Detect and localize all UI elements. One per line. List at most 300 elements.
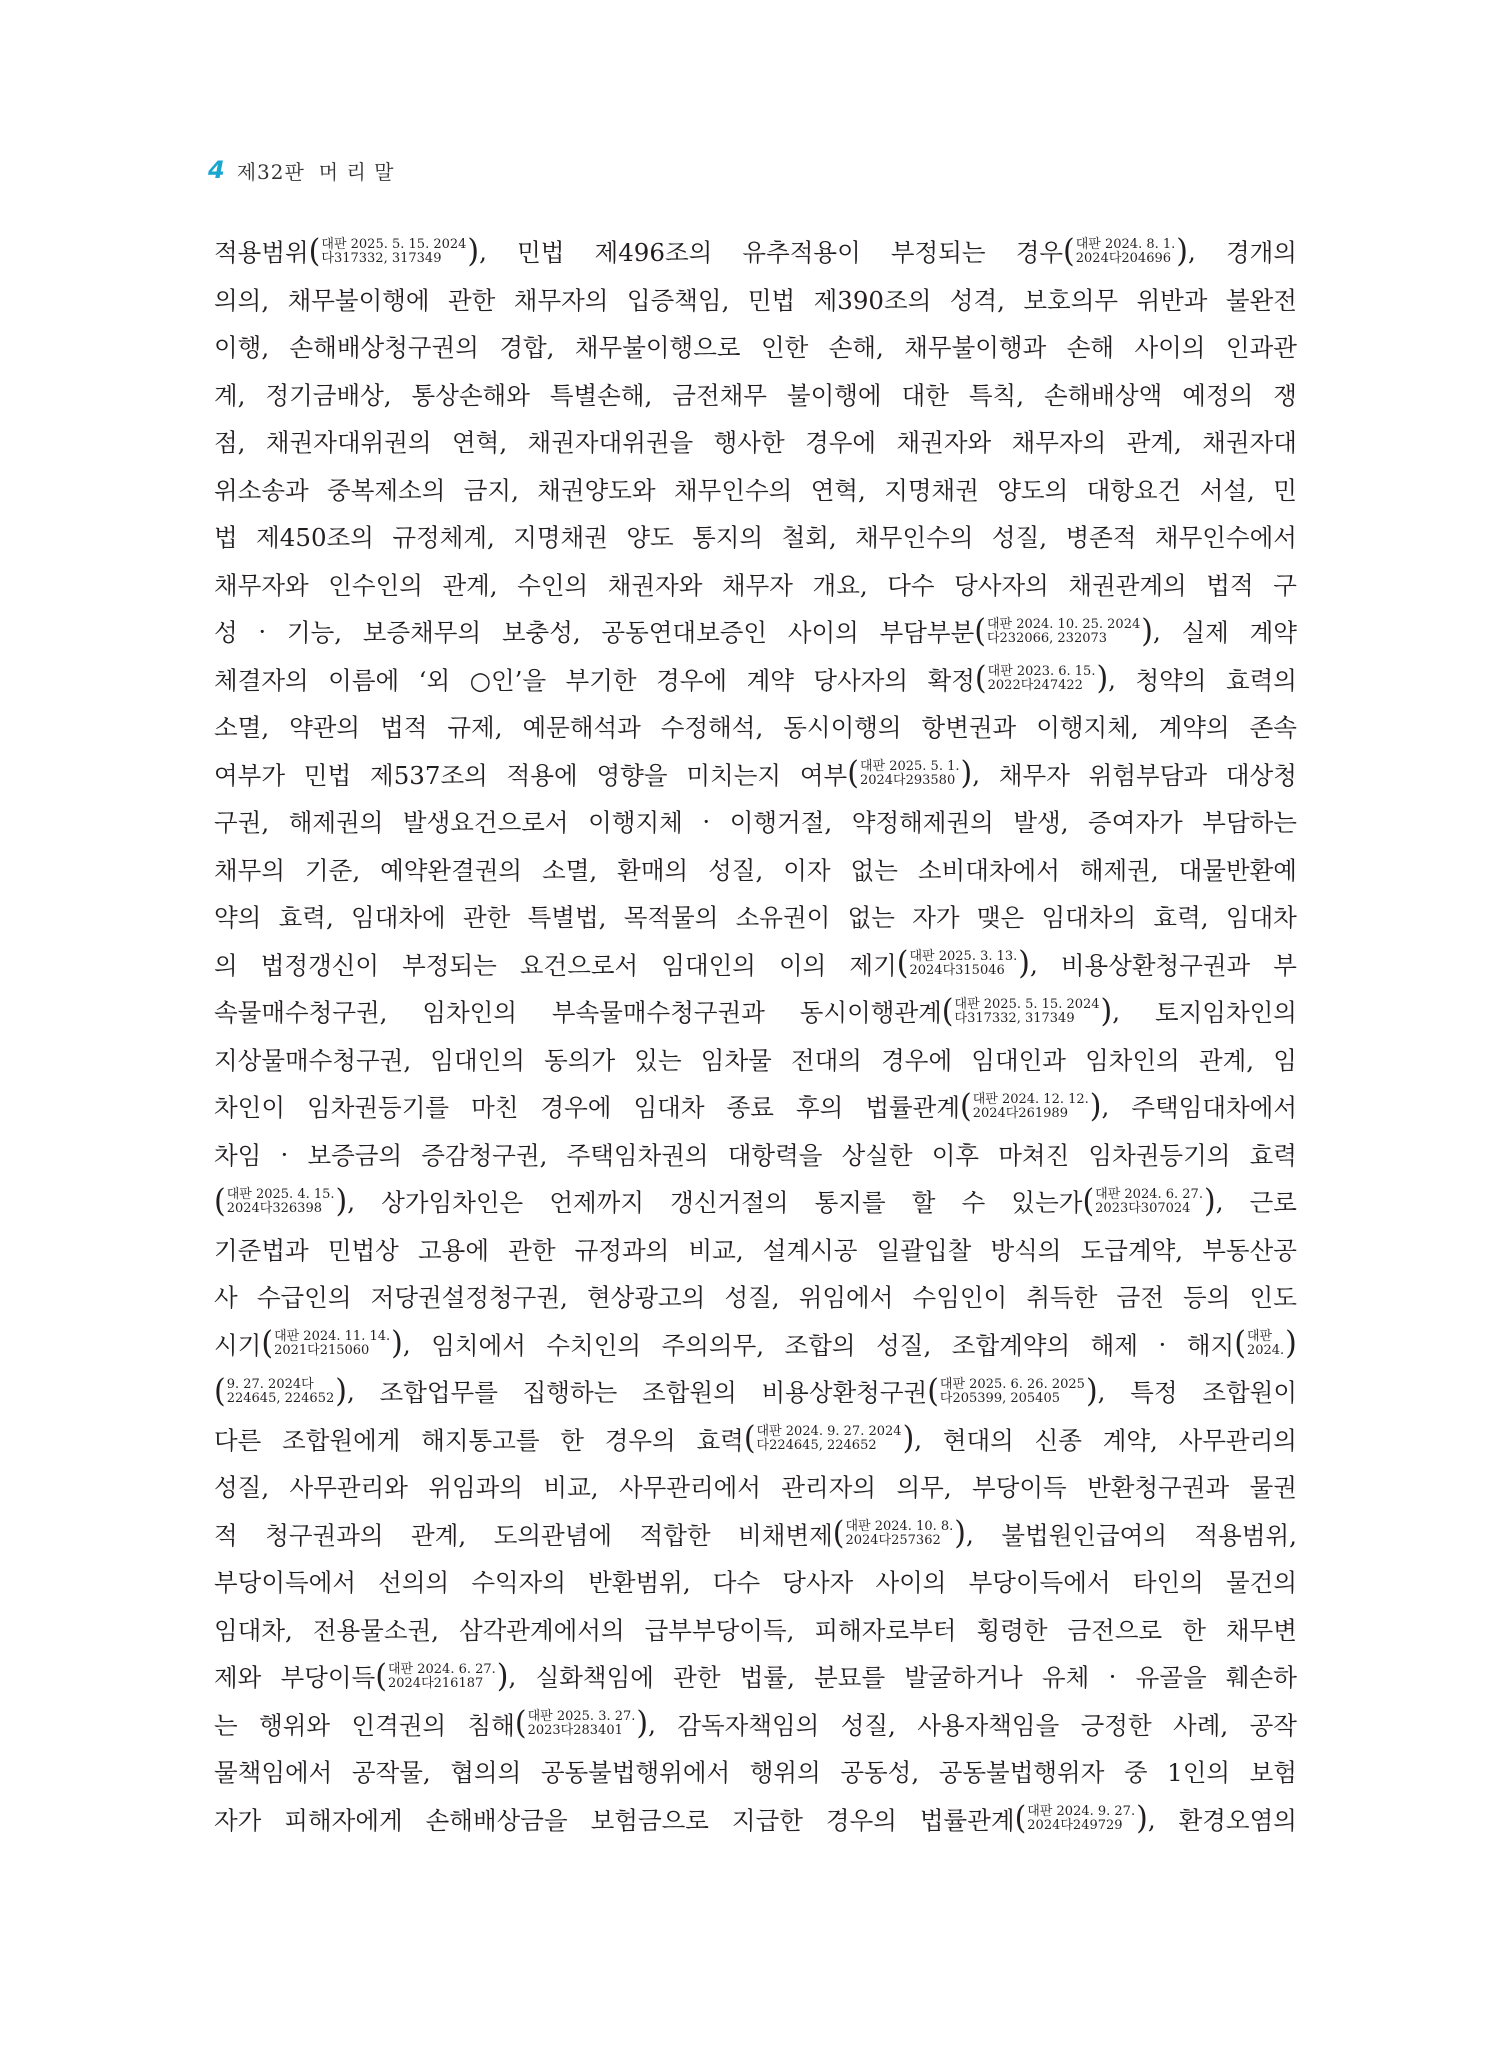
citation-line: 대판 2025. 5. 1. [859, 759, 960, 775]
text-segment: 경우에 [881, 1045, 953, 1075]
text-segment: 규제, [447, 713, 503, 743]
text-segment: 영향을 [596, 760, 668, 790]
text-segment: 목적물의 [623, 903, 719, 933]
cited-phrase [468, 1707, 656, 1742]
text-segment: 갱신거절의 [670, 1188, 789, 1218]
citation-line: 대판 2024. 8. 1. [1075, 236, 1176, 252]
text-segment: 다수 [712, 1568, 761, 1598]
text-segment: 병존적 [1065, 523, 1137, 553]
citation-line: 대판 2024. 6. 27. [1095, 1186, 1203, 1202]
text-segment: , [1030, 949, 1038, 979]
text-segment: 사무관리에서 [618, 1473, 761, 1503]
citation-line: 2024다216187 [387, 1675, 484, 1691]
text-line [214, 846, 1297, 894]
text-segment: 수급인의 [256, 1283, 352, 1313]
text-segment: 임치에서 [431, 1330, 526, 1360]
citation-line: 다317332, 317349 [954, 1010, 1075, 1026]
text-segment: 인과관 [1225, 333, 1297, 363]
citation-open-paren: ( [1014, 1800, 1027, 1838]
citation-line: 2023다307024 [1095, 1200, 1191, 1216]
text-segment: 예문해석과 [522, 713, 641, 743]
text-segment: , [1188, 237, 1196, 267]
text-segment: 불이행에 [786, 380, 882, 410]
text-segment: 양도 [626, 523, 674, 553]
cited-phrase [880, 614, 1161, 649]
text-segment: 수임인이 [912, 1283, 1008, 1313]
text-segment: 물건의 [1225, 1568, 1297, 1598]
text-segment: 관한 [673, 1663, 721, 1693]
citation-text [986, 618, 1141, 646]
cited-phrase [865, 1089, 1109, 1124]
text-segment: 보험 [1249, 1758, 1297, 1788]
citation-line: 대판 2024. 9. 27. 2024 [756, 1424, 902, 1440]
case-citation [927, 1372, 1098, 1410]
text-segment: 손해배상금을 [425, 1805, 568, 1835]
text-segment: 부당이득에서 [968, 1568, 1111, 1598]
text-segment: 집행하는 [522, 1378, 618, 1408]
text-segment: 저당권설정청구권, [370, 1283, 568, 1313]
text-segment: 다수 [887, 570, 935, 600]
text-segment: 동의가 [544, 1045, 616, 1075]
text-segment: 제기 [849, 950, 897, 980]
text-segment: 임대차 [1225, 903, 1297, 933]
citation-text [1075, 238, 1177, 266]
text-segment: 조합업무를 [379, 1378, 498, 1408]
text-segment: 행사한 [713, 428, 785, 458]
text-segment: 존속 [1249, 713, 1297, 743]
citation-line: 대판 2025. 6. 26. 2025 [939, 1376, 1085, 1392]
text-segment: 전용물소권, [312, 1615, 439, 1645]
text-segment: 조합원이 [1202, 1378, 1297, 1408]
text-segment: 정기금배상, [265, 380, 392, 410]
text-segment: 부동산공 [1202, 1235, 1297, 1265]
text-segment: 입증책임, [626, 285, 730, 315]
text-segment: 동시이행의 [783, 713, 902, 743]
text-segment: 위임과의 [428, 1473, 523, 1503]
text-segment: 채무자 [721, 570, 793, 600]
text-segment: 비교, [543, 1473, 599, 1503]
text-segment: 피해자로부터 [814, 1615, 957, 1645]
citation-open-paren: ( [1063, 232, 1075, 270]
text-segment: 의 [214, 950, 238, 980]
citation-text [387, 1663, 497, 1691]
text-segment: 사용자책임을 [917, 1710, 1060, 1740]
text-segment: 채무불이행으로 [574, 333, 741, 363]
text-segment: 위소송과 [214, 475, 309, 505]
text-segment: , [1215, 1187, 1224, 1217]
text-segment: 손해배상액 [1043, 380, 1163, 410]
citation-line: 2023다283401 [527, 1723, 623, 1739]
text-segment: 선의의 [378, 1568, 450, 1598]
case-citation [832, 1515, 966, 1553]
text-line [214, 1606, 1297, 1654]
text-segment: 당사자의 [813, 665, 909, 695]
text-segment: 미치는지 [686, 760, 782, 790]
text-segment: 성질, [708, 855, 764, 885]
text-segment: 조합원의 [642, 1378, 737, 1408]
citation-text [859, 760, 961, 788]
citation-line: 224645, 224652 [226, 1390, 335, 1406]
section-title: 머 리 말 [318, 159, 395, 184]
text-segment: 예정의 [1182, 380, 1254, 410]
text-segment: 이름에 [328, 665, 400, 695]
text-segment: 법률, [739, 1663, 795, 1693]
text-segment: 법 [214, 523, 238, 553]
text-segment: 확정 [927, 665, 975, 695]
text-segment: 급부부당이득, [644, 1615, 795, 1645]
text-segment: 물책임에서 [214, 1758, 333, 1788]
text-segment: 예약완결권의 [380, 855, 523, 885]
citation-close-paren: ) [960, 755, 973, 793]
text-segment: 증여자가 [1088, 808, 1183, 838]
case-citation [214, 1182, 348, 1220]
citation-open-paren: ( [1234, 1325, 1246, 1363]
text-segment: 자가 [912, 903, 960, 933]
text-line [214, 228, 1297, 276]
text-segment: 관리자의 [781, 1473, 877, 1503]
text-segment: 요건으로서 [519, 950, 639, 980]
text-segment: 종료 [726, 1093, 774, 1123]
case-citation [974, 660, 1109, 698]
text-segment: 관한 [462, 903, 511, 933]
text-line [214, 1653, 1297, 1701]
cited-phrase [696, 1422, 922, 1457]
text-segment: 임대인과 [971, 1045, 1066, 1075]
text-segment: 기능, [286, 618, 343, 648]
text-line [214, 371, 1297, 419]
text-segment: 청약의 [1135, 665, 1207, 695]
text-segment: 적 [214, 1520, 238, 1550]
text-segment: 통지를 [814, 1188, 886, 1218]
text-segment: 비채변제 [738, 1520, 833, 1550]
citation-line: 2024다293580 [859, 773, 956, 789]
citation-close-paren: ) [1141, 612, 1153, 650]
text-segment: 주택임대차에서 [1131, 1093, 1297, 1123]
text-segment: 수 [961, 1188, 986, 1218]
text-segment: , [479, 237, 487, 267]
text-segment: 마친 [471, 1093, 519, 1123]
text-line [214, 1368, 1297, 1416]
text-segment: 있는 [634, 1045, 682, 1075]
text-segment: 환매의 [617, 855, 689, 885]
citation-text [939, 1378, 1086, 1406]
text-segment: 기준법과 [214, 1235, 309, 1265]
text-line [214, 1131, 1297, 1179]
citation-text [1026, 1805, 1136, 1833]
case-citation [896, 945, 1031, 983]
text-segment: 제450조의 [256, 523, 374, 553]
text-segment: 경우에 [805, 428, 877, 458]
case-citation [1014, 1800, 1148, 1838]
text-segment: 청구권과의 [265, 1520, 384, 1550]
text-segment: 채무불이행과 [904, 333, 1047, 363]
citation-close-paren: ) [1100, 992, 1113, 1030]
text-segment: 대한 [901, 380, 949, 410]
text-segment: 계약 [746, 665, 794, 695]
text-segment: 도의관념에 [493, 1520, 613, 1550]
text-segment: 제537조의 [370, 760, 488, 790]
text-segment: 조합계약의 [951, 1330, 1071, 1360]
text-segment: 통상손해와 [411, 380, 530, 410]
citation-text [908, 950, 1018, 978]
text-segment: 지명채권 [884, 475, 979, 505]
citation-line: 대판 2025. 3. 27. [527, 1709, 636, 1725]
text-segment: 맺은 [976, 903, 1025, 933]
text-line [214, 608, 1297, 656]
text-segment: 자가 [214, 1805, 262, 1835]
text-segment: 통지의 [692, 523, 764, 553]
text-segment: 당사자의 [954, 570, 1049, 600]
text-segment: 법적 [1206, 570, 1254, 600]
text-segment: 이후 [931, 1140, 980, 1170]
text-segment: 인도 [1249, 1283, 1297, 1313]
text-segment: 보호의무 [1023, 285, 1119, 315]
text-segment: 채무인수의 [673, 475, 793, 505]
text-segment: 부담부분 [879, 618, 975, 648]
text-segment: 인한 [760, 333, 809, 363]
text-segment: 채무변 [1225, 1615, 1297, 1645]
citation-text [320, 238, 467, 266]
citation-close-paren: ) [1018, 945, 1031, 983]
text-segment: 성질, [724, 1283, 780, 1313]
text-segment: 임대차의 [1041, 903, 1137, 933]
page-number: 4 [208, 156, 225, 184]
text-segment: 경우 [1015, 238, 1064, 268]
text-segment: 실제 [1181, 618, 1229, 648]
text-segment: 훼손하 [1225, 1663, 1297, 1693]
citation-close-paren: ) [902, 1420, 915, 1458]
cited-phrase [920, 1802, 1156, 1837]
text-segment: 고용에 [418, 1235, 490, 1265]
text-segment: 부당이득 [972, 1473, 1067, 1503]
citation-line: 2024다315046 [909, 963, 1005, 979]
text-segment: 금전채무 [672, 380, 767, 410]
text-line [214, 561, 1297, 609]
text-segment: 공동성, [840, 1758, 920, 1788]
citation-line: 2024. [1246, 1343, 1285, 1359]
text-segment: 채무인수에서 [1154, 523, 1297, 553]
text-segment: 위반과 [1136, 285, 1208, 315]
text-segment: 경우에 [540, 1093, 612, 1123]
text-segment: 채무자의 [513, 285, 609, 315]
text-segment: 비용상환청구권 [761, 1378, 928, 1408]
text-segment: 유추적용이 [742, 238, 861, 268]
text-segment: 일괄입찰 [876, 1235, 972, 1265]
text-segment: 삼각관계에서의 [458, 1615, 625, 1645]
text-segment: , [402, 1329, 411, 1359]
case-citation [974, 612, 1153, 650]
text-segment: 마쳐진 [998, 1140, 1070, 1170]
citation-line: 2024다204696 [1075, 250, 1172, 266]
text-segment: · [1108, 1662, 1117, 1692]
text-segment: 발생, [1013, 808, 1069, 838]
citation-line: 다317332, 317349 [321, 250, 442, 266]
text-segment: 해제권, [1079, 855, 1159, 885]
citation-open-paren: ( [974, 660, 987, 698]
text-segment: 중 [1123, 1758, 1148, 1788]
cited-phrase [214, 1327, 411, 1362]
text-segment: 후의 [795, 1093, 844, 1123]
text-segment: 한 [560, 1425, 584, 1455]
text-segment: 채무자와 [214, 570, 309, 600]
text-segment: ‘외 [418, 665, 451, 695]
text-segment: 해지 [1186, 1330, 1235, 1360]
case-citation [941, 992, 1113, 1030]
text-segment: 효력의 [1225, 665, 1297, 695]
text-segment: 발생요건으로서 [402, 808, 569, 838]
text-segment: 대항력을 [727, 1140, 823, 1170]
text-segment: · [258, 617, 267, 647]
text-segment: 사무관리의 [1178, 1425, 1297, 1455]
text-line [214, 276, 1297, 324]
text-segment: 효력, [1153, 903, 1209, 933]
text-segment: 효력 [696, 1425, 744, 1455]
text-segment: 임차인의 [1085, 1045, 1180, 1075]
citation-line: 대판 2024. 9. 27. [1027, 1804, 1136, 1820]
text-segment: 소멸, [214, 713, 270, 743]
citation-text [226, 1188, 336, 1216]
text-segment: 보험금으로 [590, 1805, 709, 1835]
text-segment: 시기 [214, 1330, 262, 1360]
text-segment: 연혁, [451, 428, 508, 458]
text-segment: 체결자의 [214, 665, 309, 695]
text-segment: 적용범위 [214, 238, 309, 268]
text-segment: 법정갱신이 [260, 950, 380, 980]
text-segment: 수익자의 [471, 1568, 567, 1598]
text-segment: 위임에서 [798, 1283, 894, 1313]
text-segment: 금전 [1116, 1283, 1164, 1313]
text-line [214, 1083, 1297, 1131]
text-segment: 경합, [499, 333, 555, 363]
text-segment: 특칙, [968, 380, 1024, 410]
text-segment: 경우에 [656, 665, 728, 695]
text-segment: 유골을 [1135, 1663, 1207, 1693]
text-segment: · [280, 1139, 289, 1169]
text-segment: 상가임차인은 [381, 1188, 524, 1218]
text-segment: 점, [214, 428, 246, 458]
text-segment: 발굴하거나 [904, 1663, 1023, 1693]
text-segment: , [1147, 1804, 1156, 1834]
text-segment: 임대차, [214, 1615, 293, 1645]
citation-text [1094, 1188, 1204, 1216]
text-segment: 부정되는 [402, 950, 497, 980]
text-segment: 약관의 [289, 713, 361, 743]
text-segment: 기준, [304, 855, 361, 885]
text-segment: 공작 [1249, 1710, 1297, 1740]
text-segment: 규정과의 [574, 1235, 670, 1265]
text-line [214, 1463, 1297, 1511]
text-segment: 성질, [991, 523, 1048, 553]
case-citation [1063, 232, 1189, 270]
text-segment: 반환청구권과 [1087, 1473, 1230, 1503]
citation-line: 대판 2025. 5. 15. 2024 [954, 996, 1100, 1012]
citation-open-paren: ( [214, 1182, 226, 1220]
cited-phrase [800, 994, 1120, 1029]
text-segment: 채권관계의 [1068, 570, 1187, 600]
citation-close-paren: ) [1136, 1800, 1148, 1838]
cited-phrase [800, 757, 980, 792]
text-segment: 민법 [303, 760, 352, 790]
text-line [214, 941, 1297, 989]
text-segment: 실화책임에 [535, 1663, 654, 1693]
text-segment: 전대의 [790, 1045, 862, 1075]
text-segment: 성격, [949, 285, 1005, 315]
text-segment: 특별법, [527, 903, 607, 933]
case-citation [308, 232, 480, 270]
cited-phrase [849, 947, 1037, 982]
text-segment: 민법 [747, 285, 796, 315]
text-segment: 임대차 [633, 1093, 705, 1123]
text-segment: 소유권이 [735, 903, 831, 933]
text-segment: 사례, [1173, 1710, 1229, 1740]
text-line [214, 1796, 1297, 1844]
text-segment: 금전으로 [1067, 1615, 1163, 1645]
text-segment: 분묘를 [814, 1663, 886, 1693]
text-segment: , [1097, 1377, 1106, 1407]
text-segment: 해지통고를 [421, 1425, 540, 1455]
text-line [214, 1416, 1297, 1464]
text-line [214, 893, 1297, 941]
text-segment: 근로 [1249, 1188, 1297, 1218]
text-segment: 의무, [896, 1473, 952, 1503]
text-segment: 사이의 [787, 618, 859, 648]
text-segment: 대항요건 [1086, 475, 1182, 505]
text-segment: , [914, 1424, 923, 1454]
text-segment: 채무자의 [1011, 428, 1107, 458]
text-segment: , [972, 759, 981, 789]
text-segment: 특별손해, [549, 380, 653, 410]
text-segment: 유체 [1041, 1663, 1090, 1693]
text-segment: 횡령한 [976, 1615, 1048, 1645]
text-segment: 해제권의 [288, 808, 384, 838]
text-segment: 적용범위, [1194, 1520, 1297, 1550]
text-segment: 증감청구권, [421, 1140, 548, 1170]
text-line [214, 1701, 1297, 1749]
citation-open-paren: ( [1082, 1182, 1095, 1220]
text-segment: 차임 [214, 1140, 262, 1170]
text-segment: 부속물매수청구권과 [551, 998, 765, 1028]
text-segment: 보충성, [501, 618, 581, 648]
text-segment: 방식의 [990, 1235, 1062, 1265]
text-segment: 도급계약, [1080, 1235, 1184, 1265]
text-segment: 임 [1273, 1045, 1297, 1075]
text-segment: 이행지체 [588, 808, 683, 838]
text-segment: 법률관계 [865, 1093, 960, 1123]
text-line [214, 1748, 1297, 1796]
text-line [214, 1273, 1297, 1321]
text-segment: 의의, [214, 285, 270, 315]
text-segment: 항변권과 [921, 713, 1017, 743]
citation-open-paren: ( [832, 1515, 845, 1553]
text-segment: 제와 [214, 1663, 262, 1693]
citation-text [273, 1330, 391, 1358]
text-segment: 취득한 [1026, 1283, 1098, 1313]
text-segment: 성질, [214, 1473, 270, 1503]
text-segment: 현상광고의 [586, 1283, 706, 1313]
case-citation [959, 1087, 1102, 1125]
citation-line: 다224645, 224652 [756, 1438, 877, 1454]
citation-open-paren: ( [974, 612, 986, 650]
text-segment: 채권양도와 [537, 475, 656, 505]
case-citation [214, 1372, 347, 1410]
text-segment: 부 [1273, 950, 1297, 980]
text-segment: 공동불법행위자 [938, 1758, 1105, 1788]
citation-line: 대판 2025. 4. 15. [226, 1186, 335, 1202]
text-segment: 계약 [1249, 618, 1297, 648]
cited-phrase [1187, 1327, 1297, 1362]
citation-line: 2024다257362 [845, 1533, 941, 1549]
citation-line: 다232066, 232073 [986, 630, 1108, 646]
